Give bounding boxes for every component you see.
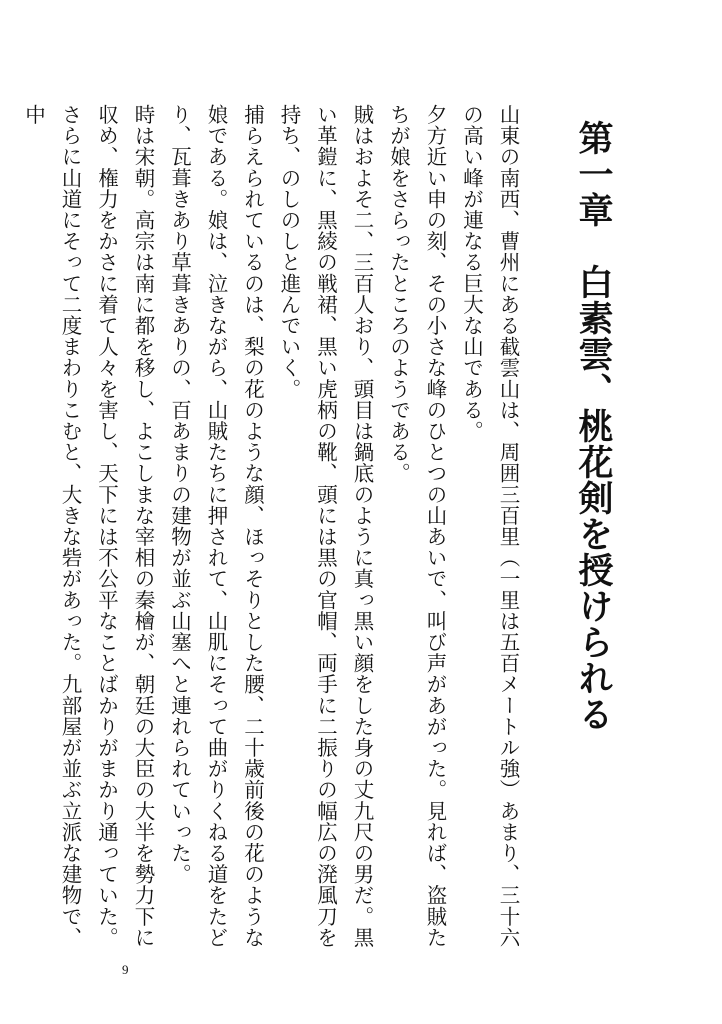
paragraph: 夕方近い申の刻、その小さな峰のひとつの山あいで、叫び声があがった。見れば、盗賊たちが娘をさらったところのようである。 [386,104,447,948]
paragraph: 時は宋朝。高宗は南に都を移し、よこしまな宰相の秦檜が、朝廷の大臣の大半を勢力下に収め、権力をかさに着て人々を害し、天下には不公平なことばかりがまかり通っていた。 [94,104,155,948]
body-text [21,104,526,954]
paragraph: 山東の南西、曹州にある截雲山は、周囲三百里（一里は五百メートル強）あまり、三十六の高い峰が連なる巨大な山である。 [459,104,520,948]
page-number: 9 [122,962,129,977]
paragraph: さらに山道にそって二度まわりこむと、大きな砦があった。九部屋が並ぶ立派な建物で、中 [21,104,82,948]
paragraph: 賊はおよそ二、三百人おり、頭目は鍋底のように真っ黒い顔をした身の丈九尺の男だ。黒い革鎧に、黒綾の戦裙、黒い虎柄の靴、頭には黒の官帽、両手に二振りの幅広の溌風刀を持ち、のしのしと進んでいく。 [277,104,374,948]
paragraph: 捕らえられているのは、梨の花のような顔、ほっそりとした腰、二十歳前後の花のような娘である。娘は、泣きながら、山賊たちに押されて、山肌にそって曲がりくねる道をたどり、瓦葺きあり草葺きありの、百あまりの建物が並ぶ山塞へと連れられていった。 [167,104,265,948]
chapter-title: 第一章 白素雲、桃花剣を授けられる [573,120,614,732]
